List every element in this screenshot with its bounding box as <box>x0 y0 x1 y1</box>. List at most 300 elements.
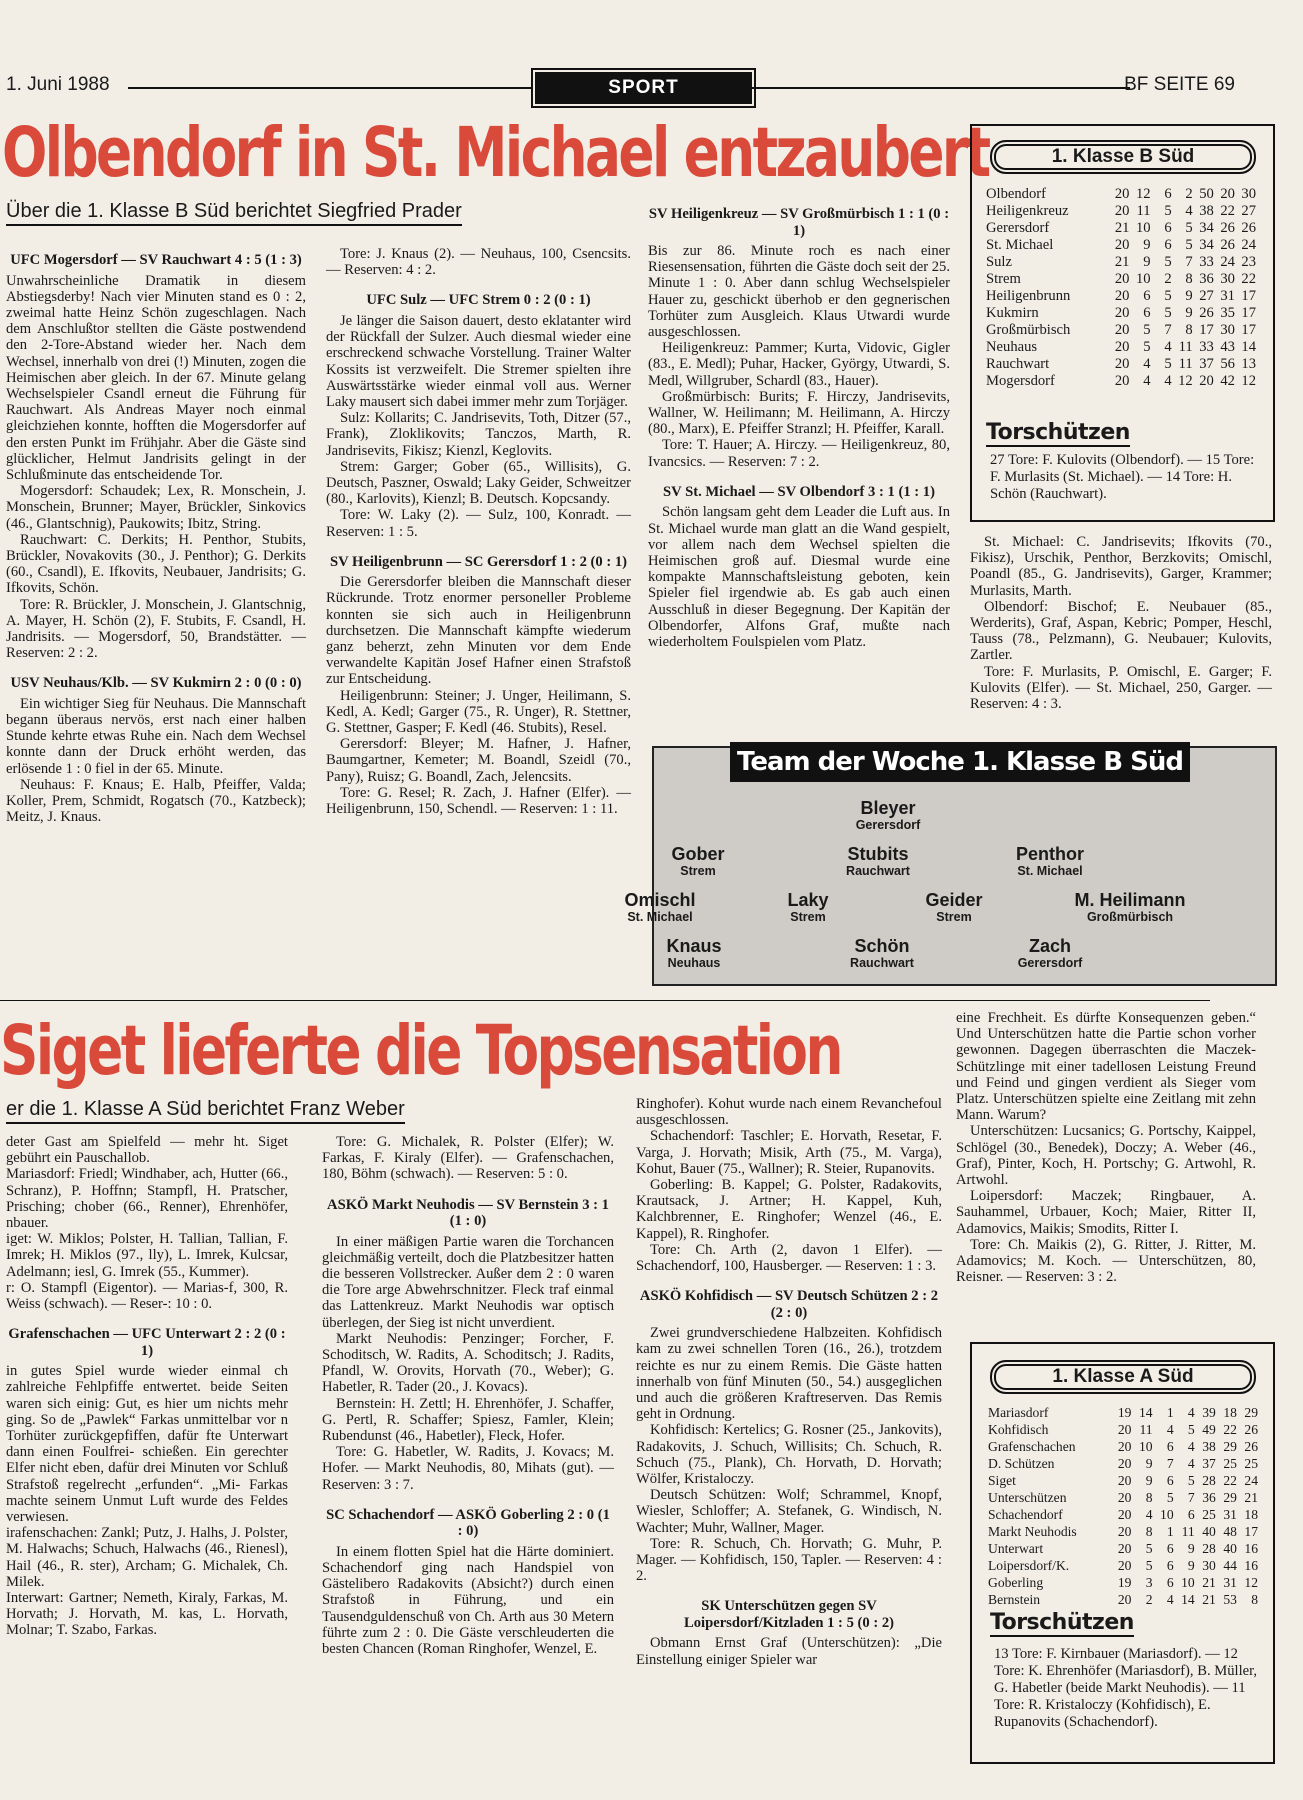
team-name-cell: Olbendorf <box>986 186 1046 202</box>
stat-cell: 10 <box>1181 1575 1195 1590</box>
table-a-row <box>988 1472 1258 1489</box>
stat-cell: 3 <box>1145 1575 1153 1590</box>
stat-cell: 5 <box>1164 288 1172 304</box>
player-club: Gerersdorf <box>855 818 921 832</box>
stat-cell: 22 <box>1241 271 1256 287</box>
team-player <box>1045 890 1215 924</box>
stat-cell: 21 <box>1202 1575 1216 1590</box>
article2-subhead: er die 1. Klasse A Süd berichtet Franz Weber <box>6 1098 405 1124</box>
stat-cell: 28 <box>1202 1541 1216 1556</box>
team-name-cell: Mariasdorf <box>988 1405 1049 1420</box>
stat-cell: 5 <box>1187 1422 1195 1437</box>
stat-cell: 9 <box>1145 1456 1153 1471</box>
stat-cell: 26 <box>1244 1422 1258 1437</box>
stat-cell: 2 <box>1145 1592 1153 1607</box>
article1-headline: Olbendorf in St. Michael entzaubert <box>2 112 989 193</box>
page-number: BF SEITE 69 <box>1124 74 1235 95</box>
stat-cell: 20 <box>1117 1422 1132 1437</box>
stat-cell: 16 <box>1244 1558 1258 1573</box>
player-name: Stubits <box>847 844 909 864</box>
player-club: Strem <box>680 864 716 878</box>
player-name: Zach <box>1028 936 1071 956</box>
stat-cell: 12 <box>1178 373 1193 389</box>
article1-column-2 <box>326 246 631 817</box>
team-player <box>793 844 963 878</box>
match-title: UFC Mogersdorf — SV Rauchwart 4 : 5 (1 : 3) <box>10 252 302 268</box>
stat-cell: 35 <box>1220 305 1235 321</box>
table-b-row <box>986 186 1256 203</box>
team-name-cell: Heiligenbrunn <box>986 288 1071 304</box>
stat-cell: 42 <box>1220 373 1235 389</box>
lineup: Rauchwart: C. Derkits; H. Penthor, Stubits, Brückler, Novakovits (30., J. Penthor); G. Derkits (60., Csandl), E. Ifkovits, Neubauer, Jandrisits; G. Ifkovits, Schön. <box>6 531 306 597</box>
player-club: St. Michael <box>1017 864 1083 878</box>
team-name-cell: Großmürbisch <box>986 322 1071 338</box>
header-rule-left <box>128 87 534 89</box>
table-a-row <box>988 1455 1258 1472</box>
match-title: SC Schachendorf — ASKÖ Goberling 2 : 0 (1 : 0) <box>326 1506 610 1540</box>
stat-cell: 24 <box>1220 254 1235 270</box>
table-a-row <box>988 1404 1258 1421</box>
lineup: Großmürbisch: Burits; F. Hirczy, Jandrisevits, Wallner, W. Heilimann; M. Heilimann, A. Hirczy (80., Marx), E. Pfeiffer Stranzl; H. Pfeiffer, Karall. <box>648 388 950 438</box>
stat-cell: 17 <box>1244 1524 1258 1539</box>
stat-cell: 31 <box>1223 1575 1237 1590</box>
stat-cell: 9 <box>1185 305 1193 321</box>
player-name: Penthor <box>1015 844 1084 864</box>
stat-cell: 6 <box>1166 1439 1174 1454</box>
stat-cell: 5 <box>1164 254 1172 270</box>
table-b-standings <box>986 186 1256 390</box>
match-title: ASKÖ Kohfidisch — SV Deutsch Schützen 2 : 2 (2 : 0) <box>639 1288 939 1321</box>
lineup: Loipersdorf: Maczek; Ringbauer, A. Sauhammel, Urbauer, Koch; Maier, Ritter II, Adamovics, Maikis; Smodits, Ritter I. <box>956 1188 1256 1237</box>
stat-cell: 25 <box>1202 1507 1216 1522</box>
article1-column-3 <box>648 200 950 650</box>
stat-cell: 17 <box>1199 322 1214 338</box>
team-player <box>723 890 893 924</box>
lineup: Strem: Garger; Gober (65., Willisits), G. Deutsch, Paszner, Oswald; Laky Geider, Schweitzer (80., Karlovits), Kienzl; B. Deutsch. Kopcsandy. <box>326 458 631 508</box>
stat-cell: 20 <box>1117 1439 1132 1454</box>
player-name: Laky <box>787 890 829 910</box>
stat-cell: 29 <box>1223 1490 1237 1505</box>
lineup: Kohfidisch: Kertelics; G. Rosner (25., Jankovits), Radakovits, J. Schuch, Willisits; Ch. Schuch, R. Schuch (75., Plank), Ch. Horvath, D. Horvath; Wölfer, Kristaloczy. <box>636 1422 942 1488</box>
table-a-row <box>988 1540 1258 1557</box>
article2-column-3 <box>636 1096 942 1668</box>
player-name: Bleyer <box>860 798 916 818</box>
table-b-row <box>986 356 1256 373</box>
team-name-cell: Schachendorf <box>988 1507 1063 1522</box>
stat-cell: 16 <box>1244 1541 1258 1556</box>
lineup: Heiligenkreuz: Pammer; Kurta, Vidovic, Gigler (83., E. Medl); Puhar, Hacker, György, Utwardi, S. Medl, Willgruber, Schardl (83., Hauer). <box>648 340 950 389</box>
team-of-week-title: Team der Woche 1. Klasse B Süd <box>730 742 1190 782</box>
match-title: ASKÖ Markt Neuhodis — SV Bernstein 3 : 1 (1 : 0) <box>327 1196 609 1230</box>
stat-cell: 5 <box>1145 1541 1153 1556</box>
section-label: SPORT <box>535 72 752 104</box>
stat-cell: 22 <box>1220 203 1235 219</box>
team-player <box>609 936 779 970</box>
stat-cell: 23 <box>1241 254 1256 270</box>
stat-cell: 12 <box>1244 1575 1258 1590</box>
match-title: SV Heiligenbrunn — SC Gerersdorf 1 : 2 (0 : 1) <box>329 553 627 570</box>
lineup: Markt Neuhodis: Penzinger; Forcher, F. Schoditsch, W. Radits, A. Schoditsch; J. Radits, Pfandl, W. Orovits, Horvath (70., Weber); G. Habetler, R. Tader (20., J. Kovacs). <box>322 1330 614 1396</box>
stat-cell: 9 <box>1143 237 1151 253</box>
table-b-row <box>986 203 1256 220</box>
match-title: Grafenschachen — UFC Unterwart 2 : 2 (0 : 1) <box>8 1326 286 1359</box>
lineup: Heiligenbrunn: Steiner; J. Unger, Heilimann, S. Kedl, A. Kedl; Garger (75., R. Unger), R. Stettner, G. Stettner, Gasper; F. Kedl (46. Stubits), Resel. <box>326 687 631 737</box>
stat-cell: 38 <box>1202 1439 1216 1454</box>
lineup: Gerersdorf: Bleyer; M. Hafner, J. Hafner, Baumgartner, Kemeter; M. Boandl, Szeidl (70., Pany), Ruisz; G. Boandl, Zach, Jelencsits. <box>326 736 631 785</box>
stat-cell: 5 <box>1143 322 1151 338</box>
stat-cell: 20 <box>1114 186 1130 202</box>
stat-cell: 6 <box>1164 186 1172 202</box>
stat-cell: 20 <box>1114 271 1130 287</box>
player-club: St. Michael <box>627 910 693 924</box>
lineup: Mariasdorf: Friedl; Windhaber, ach, Hutter (66., Schranz), P. Hoffnn; Stampfl, H. Pratscher, Prisching; chober (66., Renner), Ehrenhöfer, nbauer. <box>6 1166 288 1232</box>
player-name: Schön <box>854 936 910 956</box>
stat-cell: 19 <box>1117 1405 1132 1420</box>
stat-cell: 5 <box>1164 356 1172 372</box>
lineup: St. Michael: C. Jandrisevits; Ifkovits (70., Fikisz), Urschik, Penthor, Berzkovits; Omischl, Poandl (85., G. Jandrisevits), Garger, Krammer; Murlasits, Marth. <box>970 534 1272 599</box>
table-a-scorers-title: Torschützen <box>990 1610 1134 1635</box>
lineup: Goberling: B. Kappel; G. Polster, Radakovits, Krautsack, J. Artner; H. Kappel, Kuh, Kalchbrenner, E. Ringhofer; Wenzel (46., E. Kappel), R. Ringhofer. <box>636 1177 942 1242</box>
stat-cell: 21 <box>1244 1490 1258 1505</box>
stat-cell: 25 <box>1244 1456 1258 1471</box>
player-name: Knaus <box>666 936 722 956</box>
stat-cell: 1 <box>1166 1405 1174 1420</box>
stat-cell: 11 <box>1178 339 1193 355</box>
match-report: deter Gast am Spielfeld — mehr ht. Siget gebührt ein Pauschallob. <box>6 1134 288 1167</box>
player-club: Neuhaus <box>667 956 721 970</box>
player-club: Strem <box>936 910 972 924</box>
match-report: Zwei grundverschiedene Halbzeiten. Kohfidisch kam zu zwei schnellen Toren (16., 26.), trotzdem reichte es nur zu einem Remis. Die Gäste hatten innerhalb von fünf Minuten (50., 54.) ausgeglichen und auch die größeren Kraftreserven. Das Remis geht in Ordnung. <box>636 1325 942 1423</box>
table-b-row <box>986 237 1256 254</box>
team-name-cell: Gerersdorf <box>986 220 1050 236</box>
stat-cell: 20 <box>1114 339 1130 355</box>
table-b-row <box>986 288 1256 305</box>
player-name: M. Heilimann <box>1074 890 1186 910</box>
stat-cell: 28 <box>1202 1473 1216 1488</box>
stat-cell: 14 <box>1181 1592 1195 1607</box>
goals: Tore: R. Brückler, J. Monschein, J. Glantschnig, A. Mayer, H. Schön (2), F. Stubits, F. Csandl, H. Jandrisits. — Mogersdorf, 50, Brandstätter. — Reserven: 2 : 2. <box>6 596 306 662</box>
match-report: Je länger die Saison dauert, desto eklatanter wird der Rückfall der Sulzer. Auch diesmal wieder eine erschreckend schwache Vorstellung. Trainer Walter Kossits ist verzweifelt. Die Stremer spielten ihre Auswärtsstärke wieder einmal voll aus. Werner Laky mausert sich dabei immer mehr zum Torjäger. <box>326 312 631 410</box>
stat-cell: 10 <box>1135 271 1151 287</box>
stat-cell: 53 <box>1223 1592 1237 1607</box>
stat-cell: 5 <box>1164 203 1172 219</box>
team-name-cell: Strem <box>986 271 1021 287</box>
goals: Tore: R. Schuch, Ch. Horvath; G. Muhr, P. Mager. — Kohfidisch, 150, Tapler. — Reserven: 4 : 2. <box>636 1535 942 1585</box>
stat-cell: 1 <box>1166 1524 1174 1539</box>
stat-cell: 11 <box>1178 356 1193 372</box>
team-name-cell: Siget <box>988 1473 1016 1488</box>
goals: r: O. Stampfl (Eigentor). — Marias-f, 300, R. Weiss (schwach). — Reser-: 10 : 0. <box>6 1279 288 1313</box>
stat-cell: 11 <box>1181 1524 1195 1539</box>
stat-cell: 48 <box>1223 1524 1237 1539</box>
stat-cell: 4 <box>1187 1456 1195 1471</box>
goals: Tore: J. Knaus (2). — Neuhaus, 100, Csencsits. — Reserven: 4 : 2. <box>326 246 631 279</box>
stat-cell: 22 <box>1223 1473 1237 1488</box>
player-club: Strem <box>790 910 826 924</box>
stat-cell: 21 <box>1114 220 1130 236</box>
stat-cell: 20 <box>1114 237 1130 253</box>
stat-cell: 14 <box>1241 339 1256 355</box>
team-player <box>613 844 783 878</box>
stat-cell: 20 <box>1117 1456 1132 1471</box>
stat-cell: 7 <box>1166 1456 1174 1471</box>
article2-top-rule <box>0 1000 1210 1002</box>
stat-cell: 30 <box>1241 186 1256 202</box>
stat-cell: 5 <box>1145 1558 1153 1573</box>
header-rule-right <box>752 87 1130 89</box>
stat-cell: 29 <box>1223 1439 1237 1454</box>
stat-cell: 6 <box>1143 288 1151 304</box>
stat-cell: 8 <box>1185 271 1193 287</box>
goals: Tore: Ch. Arth (2, davon 1 Elfer). — Schachendorf, 100, Hausberger. — Reserven: 1 : 3. <box>636 1241 942 1275</box>
stat-cell: 25 <box>1223 1456 1237 1471</box>
stat-cell: 21 <box>1202 1592 1216 1607</box>
stat-cell: 7 <box>1185 254 1193 270</box>
stat-cell: 6 <box>1166 1575 1174 1590</box>
table-a-row <box>988 1421 1258 1438</box>
stat-cell: 7 <box>1187 1490 1195 1505</box>
match-report: In einer mäßigen Partie waren die Torchancen gleichmäßig verteilt, doch die Platzbesitzer hatten die besseren Vollstrecker. Außer dem 2 : 0 waren die Tore arge Abwehrschnitzer. Fleck traf einmal das Lattenkreuz. Markt Neuhodis war optisch überlegen, der Sieg ist nicht unverdient. <box>322 1233 614 1331</box>
table-b-row <box>986 373 1256 390</box>
lineup: Deutsch Schützen: Wolf; Schrammel, Knopf, Wiesler, Schloffer; A. Stefanek, G. Windisch, N. Wachter; Muhr, Wallner, Mager. <box>636 1487 942 1536</box>
stat-cell: 30 <box>1202 1558 1216 1573</box>
stat-cell: 33 <box>1199 339 1214 355</box>
stat-cell: 9 <box>1185 288 1193 304</box>
stat-cell: 30 <box>1220 271 1235 287</box>
stat-cell: 49 <box>1202 1422 1216 1437</box>
stat-cell: 26 <box>1199 305 1214 321</box>
lineup: irafenschachen: Zankl; Putz, J. Halhs, J. Polster, M. Halwachs; Schuch, Halwachs (46., Rienesl), Hail (46., R. ster), Archam; G. Michalek, Ch. Milek. <box>6 1525 288 1590</box>
stat-cell: 6 <box>1187 1507 1195 1522</box>
stat-cell: 22 <box>1223 1422 1237 1437</box>
stat-cell: 9 <box>1187 1541 1195 1556</box>
stat-cell: 4 <box>1143 373 1151 389</box>
stat-cell: 44 <box>1223 1558 1237 1573</box>
match-report: Bis zur 86. Minute roch es nach einer Riesensensation, führten die Gäste doch seit der 25. Minute 1 : 0. Aber dann schlug Wechselspieler Hauer zu, geschickt überhob er den gegnerischen Torhüter zum Ausgleich. Klaus Utwardi wurde ausgeschlossen. <box>648 243 950 341</box>
stat-cell: 20 <box>1114 322 1130 338</box>
stat-cell: 11 <box>1136 203 1151 219</box>
goals: Tore: W. Laky (2). — Sulz, 100, Konradt. — Reserven: 1 : 5. <box>326 507 631 540</box>
stat-cell: 50 <box>1199 186 1214 202</box>
table-a-row <box>988 1506 1258 1523</box>
stat-cell: 20 <box>1117 1473 1132 1488</box>
stat-cell: 12 <box>1241 373 1256 389</box>
lineup: iget: W. Miklos; Polster, H. Tallian, Tallian, F. Imrek; H. Miklos (97., lly), L. Imrek, Kulcsar, Adelmann; iesl, G. Imrek (55., Kummer). <box>6 1231 288 1280</box>
stat-cell: 20 <box>1117 1541 1132 1556</box>
team-name-cell: Kohfidisch <box>988 1422 1049 1437</box>
player-club: Rauchwart <box>846 864 910 878</box>
team-name-cell: Markt Neuhodis <box>988 1524 1077 1539</box>
stat-cell: 4 <box>1185 203 1193 219</box>
stat-cell: 24 <box>1244 1473 1258 1488</box>
table-b-row <box>986 339 1256 356</box>
stat-cell: 9 <box>1187 1558 1195 1573</box>
stat-cell: 36 <box>1199 271 1214 287</box>
stat-cell: 34 <box>1199 237 1214 253</box>
stat-cell: 20 <box>1117 1524 1132 1539</box>
article1-column-4 <box>970 534 1272 712</box>
stat-cell: 24 <box>1241 237 1256 253</box>
team-player <box>965 844 1135 878</box>
stat-cell: 8 <box>1185 322 1193 338</box>
table-a-row <box>988 1523 1258 1540</box>
goals: Tore: F. Murlasits, P. Omischl, E. Garger; F. Kulovits (Elfer). — St. Michael, 250, Garger. — Reserven: 4 : 3. <box>970 663 1272 713</box>
match-report: Ein wichtiger Sieg für Neuhaus. Die Mannschaft begann überaus nervös, erst nach einer halben Stunde kehrte etwas Ruhe ein. Nach dem Wechsel konnte dann der Druck erhöht werden, das erlösende 1 : 0 fiel in der 65. Minute. <box>6 695 306 777</box>
stat-cell: 30 <box>1220 322 1235 338</box>
stat-cell: 6 <box>1166 1541 1174 1556</box>
match-title: SV St. Michael — SV Olbendorf 3 : 1 (1 : 1) <box>663 483 935 500</box>
player-club: Großmürbisch <box>1086 910 1174 924</box>
stat-cell: 21 <box>1114 254 1130 270</box>
article2-headline: Siget lieferte die Topsensation <box>0 1010 841 1091</box>
stat-cell: 20 <box>1220 186 1235 202</box>
stat-cell: 20 <box>1117 1490 1132 1505</box>
stat-cell: 6 <box>1143 305 1151 321</box>
stat-cell: 5 <box>1164 305 1172 321</box>
table-a-row <box>988 1438 1258 1455</box>
match-report: In einem flotten Spiel hat die Härte dominiert. Schachendorf ging nach Handspiel von Gästelibero Radakovits (Absicht?) durch einen Strafstoß in Führung, und ein Tausendguldenschuß von Ch. Arth aus 30 Metern führte zum 2 : 0. Die Gäste verschleuderten die besten Chancen (Roman Ringhofer, Wenzel, E. <box>322 1543 614 1658</box>
team-name-cell: Grafenschachen <box>988 1439 1076 1454</box>
goals: Tore: G. Resel; R. Zach, J. Hafner (Elfer). — Heiligenbrunn, 150, Schendl. — Reserven: 1 : 11. <box>326 784 631 818</box>
team-name-cell: Unterwart <box>988 1541 1044 1556</box>
stat-cell: 26 <box>1241 220 1256 236</box>
team-name-cell: Heiligenkreuz <box>986 203 1069 219</box>
stat-cell: 40 <box>1202 1524 1216 1539</box>
stat-cell: 18 <box>1223 1405 1237 1420</box>
stat-cell: 5 <box>1143 339 1151 355</box>
stat-cell: 14 <box>1138 1405 1153 1420</box>
stat-cell: 6 <box>1164 237 1172 253</box>
team-player <box>965 936 1135 970</box>
table-a-row <box>988 1489 1258 1506</box>
article2-column-2 <box>322 1134 614 1657</box>
lineup: Bernstein: H. Zettl; H. Ehrenhöfer, J. Schaffer, G. Pertl, R. Schaffer; Spiesz, Famler, Klein; Rubendunst (46., Habetler), Fleck, Hofer. <box>322 1395 614 1445</box>
stat-cell: 20 <box>1114 373 1130 389</box>
lineup: Unterschützen: Lucsanics; G. Portschy, Kaippel, Schlögel (30., Benedek), Doczy; A. Weber (46., Graf), Pinter, Koch, H. Portschy; G. Artwohl, R. Artwohl. <box>956 1123 1256 1189</box>
stat-cell: 11 <box>1139 1422 1153 1437</box>
stat-cell: 37 <box>1199 356 1214 372</box>
article1-subhead: Über die 1. Klasse B Süd berichtet Siegfried Prader <box>6 200 462 226</box>
lineup: Schachendorf: Taschler; E. Horvath, Resetar, F. Varga, J. Horvath; Misik, Arth (75., M. Varga), Kohut, Bauer (75., Wallner); R. Steier, Rupanovits. <box>636 1128 942 1177</box>
stat-cell: 4 <box>1166 1422 1174 1437</box>
lineup: Mogersdorf: Schaudek; Lex, R. Monschein, J. Monschein, Brunner; Mayer, Brückler, Sinkovics (46., Glantschnig), Paukowits; Ibitz, String. <box>6 483 306 532</box>
team-player <box>575 890 745 924</box>
stat-cell: 27 <box>1241 203 1256 219</box>
player-name: Omischl <box>624 890 696 910</box>
stat-cell: 36 <box>1202 1490 1216 1505</box>
lineup: Sulz: Kollarits; C. Jandrisevits, Toth, Ditzer (57., Frank), Zloklikovits; Tanczos, Marth, R. Jandrisevits, Fikisz; Kienzl, Keglovits. <box>326 410 631 459</box>
stat-cell: 12 <box>1135 186 1151 202</box>
team-name-cell: Bernstein <box>988 1592 1041 1607</box>
lineup: Interwart: Gartner; Nemeth, Kiraly, Farkas, M. Horvath; J. Horvath, M. kas, L. Horvath, Molnar; T. Szabo, Farkas. <box>6 1590 288 1639</box>
table-a-row <box>988 1591 1258 1608</box>
stat-cell: 37 <box>1202 1456 1216 1471</box>
team-name-cell: D. Schützen <box>988 1456 1055 1471</box>
match-report: Ringhofer). Kohut wurde nach einem Revanchefoul ausgeschlossen. <box>636 1096 942 1129</box>
player-name: Gober <box>671 844 725 864</box>
table-a-standings <box>988 1404 1258 1608</box>
stat-cell: 17 <box>1241 322 1256 338</box>
stat-cell: 20 <box>1114 305 1130 321</box>
team-name-cell: Kukmirn <box>986 305 1039 321</box>
stat-cell: 4 <box>1166 1592 1174 1607</box>
stat-cell: 6 <box>1166 1473 1174 1488</box>
stat-cell: 10 <box>1138 1439 1153 1454</box>
stat-cell: 17 <box>1241 305 1256 321</box>
article2-column-4 <box>956 1010 1256 1285</box>
table-b-title: 1. Klasse B Süd <box>990 140 1256 174</box>
match-title: USV Neuhaus/Klb. — SV Kukmirn 2 : 0 (0 : 0) <box>10 675 302 692</box>
stat-cell: 56 <box>1220 356 1235 372</box>
stat-cell: 9 <box>1143 254 1151 270</box>
match-report: Obmann Ernst Graf (Unterschützen): „Die Einstellung einiger Spieler war <box>636 1635 942 1668</box>
stat-cell: 38 <box>1199 203 1214 219</box>
goals: Tore: Ch. Maikis (2), G. Ritter, J. Ritter, M. Adamovics; M. Koch. — Unterschützen, 80, Reisner. — Reserven: 3 : 2. <box>956 1236 1256 1286</box>
table-b-scorers-title: Torschützen <box>986 420 1130 445</box>
article2-column-1 <box>6 1134 288 1639</box>
team-player <box>869 890 1039 924</box>
stat-cell: 5 <box>1185 237 1193 253</box>
lineup: Neuhaus: F. Knaus; E. Halb, Pfeiffer, Valda; Koller, Prem, Schmidt, Rogatsch (70., Katzbeck); Meitz, J. Knaus. <box>6 776 306 826</box>
stat-cell: 5 <box>1187 1473 1195 1488</box>
stat-cell: 4 <box>1187 1405 1195 1420</box>
stat-cell: 4 <box>1187 1439 1195 1454</box>
team-name-cell: Sulz <box>986 254 1012 270</box>
stat-cell: 26 <box>1220 220 1235 236</box>
table-b-row <box>986 305 1256 322</box>
match-report: in gutes Spiel wurde wieder einmal ch zahlreiche Fehlpfiffe entwertet. beide Seiten waren sich einig: Gut, es hier um nichts mehr ging. So de „Pawlek“ Farkas unmittelbar vor n Torhüter zurückgepfiffen, dafür fte Unterwart dann einen Foulfrei- schießen. Ein gerechter Elfer nicht eben, dafür drei Minuten vor Schluß Strafstoß regelrecht „erfunden“. „Mi- Farkas machte seinem Unmut Luft wurde des Feldes verwiesen. <box>6 1363 288 1526</box>
team-name-cell: Rauchwart <box>986 356 1050 372</box>
team-name-cell: Mogersdorf <box>986 373 1055 389</box>
table-b-scorers: 27 Tore: F. Kulovits (Olbendorf). — 15 Tore: F. Murlasits (St. Michael). — 14 Tore: H. Schön (Rauchwart). <box>990 452 1255 502</box>
team-name-cell: St. Michael <box>986 237 1054 253</box>
goals: Tore: T. Hauer; A. Hirczy. — Heiligenkreuz, 80, Ivancsics. — Reserven: 7 : 2. <box>648 437 950 470</box>
match-title: SK Unterschützen gegen SV Loipersdorf/Kitzladen 1 : 5 (0 : 2) <box>684 1598 894 1631</box>
lineup: Olbendorf: Bischof; E. Neubauer (85., Werderits), Graf, Aspan, Kebric; Pomper, Heschl, Tauss (78., Pelzmann), G. Neubauer; Kulovits, Zartler. <box>970 598 1272 664</box>
table-b-row <box>986 271 1256 288</box>
stat-cell: 13 <box>1241 356 1256 372</box>
stat-cell: 20 <box>1114 356 1130 372</box>
stat-cell: 20 <box>1117 1592 1132 1607</box>
stat-cell: 43 <box>1220 339 1235 355</box>
stat-cell: 4 <box>1164 339 1172 355</box>
stat-cell: 10 <box>1135 220 1151 236</box>
stat-cell: 5 <box>1185 220 1193 236</box>
stat-cell: 40 <box>1223 1541 1237 1556</box>
table-b-row <box>986 254 1256 271</box>
stat-cell: 4 <box>1145 1507 1153 1522</box>
stat-cell: 18 <box>1244 1507 1258 1522</box>
player-club: Gerersdorf <box>1017 956 1083 970</box>
stat-cell: 33 <box>1199 254 1214 270</box>
table-a-scorers: 13 Tore: F. Kirnbauer (Mariasdorf). — 12 Tore: K. Ehrenhöfer (Mariasdorf), B. Müller, G. Habetler (beide Markt Neuhodis). — 11 Tore: R. Kristaloczy (Kohfidisch), E. Rupanovits (Schachendorf). <box>994 1646 1258 1730</box>
stat-cell: 6 <box>1166 1558 1174 1573</box>
team-player <box>797 936 967 970</box>
article1-column-1 <box>6 246 306 826</box>
stat-cell: 5 <box>1166 1490 1174 1505</box>
stat-cell: 26 <box>1244 1439 1258 1454</box>
stat-cell: 2 <box>1185 186 1193 202</box>
stat-cell: 8 <box>1251 1592 1258 1607</box>
stat-cell: 6 <box>1164 220 1172 236</box>
table-a-row <box>988 1557 1258 1574</box>
match-report: Unwahrscheinliche Dramatik in diesem Abstiegsderby! Nach vier Minuten stand es 0 : 2, zweimal hatte Heinz Schön zugeschlagen. Nach dem Anschlußtor stellten die Gäste postwendend den 2-Tore-Abstand wieder her. Nach dem Wechsel, innerhalb von drei (!) Minuten, zogen die Heimischen aber gleich. In der 67. Minute gelang Wechselspieler Csandl erneut die Führung für Rauchwart. Als Andreas Mayer noch einmal gleichziehen konnte, hofften die Mogersdorfer auf den ersten Punkt im Frühjahr. Aber die Gäste sind glücklicher, Helmut Jandrisits gelingt in der Schlußminute das entscheidende Tor. <box>6 272 306 483</box>
table-a-title: 1. Klasse A Süd <box>990 1360 1256 1394</box>
stat-cell: 39 <box>1202 1405 1216 1420</box>
goals: Tore: G. Michalek, R. Polster (Elfer); W. Farkas, F. Kiraly (Elfer). — Grafenschachen, 180, Böhm (schwach). — Reserven: 5 : 0. <box>322 1134 614 1183</box>
match-report: Schön langsam geht dem Leader die Luft aus. In St. Michael wurde man glatt an die Wand gespielt, vor allem nach dem Wechsel spielten die Heimischen groß auf. Diesmal wurde eine kompakte Mannschaftsleistung geboten, kein Spieler fiel irgendwie ab. Es gab auch einen Ausschluß in dieser Begegnung. Der Kapitän der Olbendorfer, Alfons Graf, mußte nach wiederholtem Foulspielen vom Platz. <box>648 504 950 650</box>
stat-cell: 17 <box>1241 288 1256 304</box>
